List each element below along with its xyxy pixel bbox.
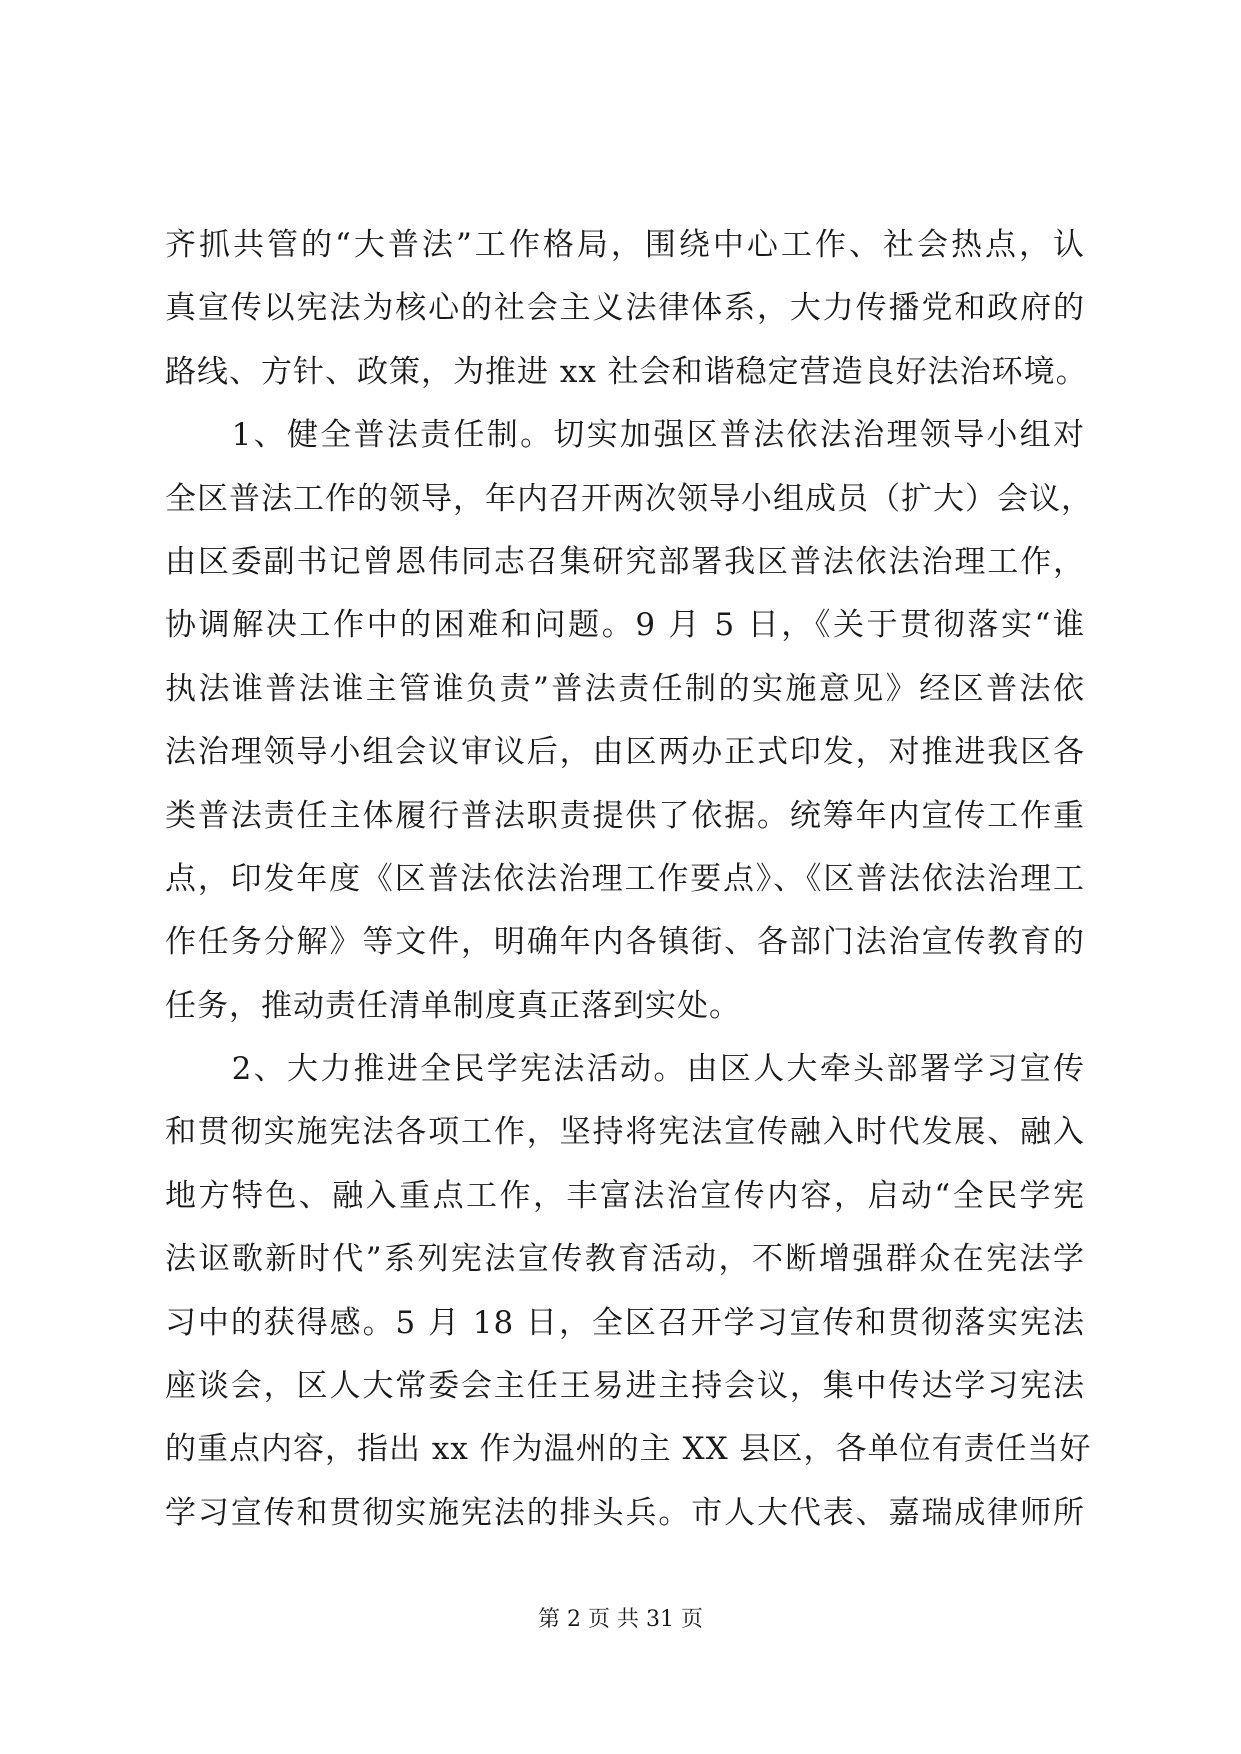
text-line: 由区委副书记曾恩伟同志召集研究部署我区普法依法治理工作，: [165, 543, 1085, 580]
text-line: 作任务分解》等文件，明确年内各镇街、各部门法治宣传教育的: [165, 924, 1085, 961]
text-line: 学习宣传和贯彻实施宪法的排头兵。市人大代表、嘉瑞成律师所: [165, 1494, 1085, 1531]
text-line: 齐抓共管的“大普法”工作格局，围绕中心工作、社会热点，认: [165, 227, 1085, 263]
text-line: 任务，推动责任清单制度真正落到实处。: [165, 987, 741, 1024]
text-line: 2、大力推进全民学宪法活动。由区人大牵头部署学习宣传: [165, 1051, 1085, 1088]
text-line: 法讴歌新时代”系列宪法宣传教育活动，不断增强群众在宪法学: [165, 1241, 1085, 1278]
text-line: 协调解决工作中的困难和问题。9 月 5 日，《关于贯彻落实“谁: [165, 607, 1085, 644]
text-line: 的重点内容，指出 xx 作为温州的主 XX 县区，各单位有责任当好: [165, 1431, 1092, 1468]
text-line: 习中的获得感。5 月 18 日，全区召开学习宣传和贯彻落实宪法: [165, 1304, 1085, 1341]
text-line: 类普法责任主体履行普法职责提供了依据。统筹年内宣传工作重: [165, 797, 1085, 834]
text-line: 法治理领导小组会议审议后，由区两办正式印发，对推进我区各: [165, 734, 1085, 771]
text-line: 地方特色、融入重点工作，丰富法治宣传内容，启动“全民学宪: [165, 1177, 1085, 1214]
text-line: 全区普法工作的领导，年内召开两次领导小组成员（扩大）会议，: [165, 480, 1093, 517]
text-line: 点，印发年度《区普法依法治理工作要点》、《区普法依法治理工: [165, 860, 1085, 897]
text-line: 真宣传以宪法为核心的社会主义法律体系，大力传播党和政府的: [165, 290, 1085, 327]
document-body: [165, 227, 1093, 1560]
text-line: 1、健全普法责任制。切实加强区普法依法治理领导小组对: [165, 417, 1085, 454]
text-line: 和贯彻实施宪法各项工作，坚持将宪法宣传融入时代发展、融入: [165, 1114, 1085, 1151]
page-number-footer: 第 2 页 共 31 页: [538, 1607, 703, 1632]
text-line: 座谈会，区人大常委会主任王易进主持会议，集中传达学习宪法: [165, 1368, 1085, 1405]
text-line: 路线、方针、政策，为推进 xx 社会和谐稳定营造良好法治环境。: [165, 353, 1088, 390]
text-line: 执法谁普法谁主管谁负责”普法责任制的实施意见》经区普法依: [165, 670, 1085, 707]
